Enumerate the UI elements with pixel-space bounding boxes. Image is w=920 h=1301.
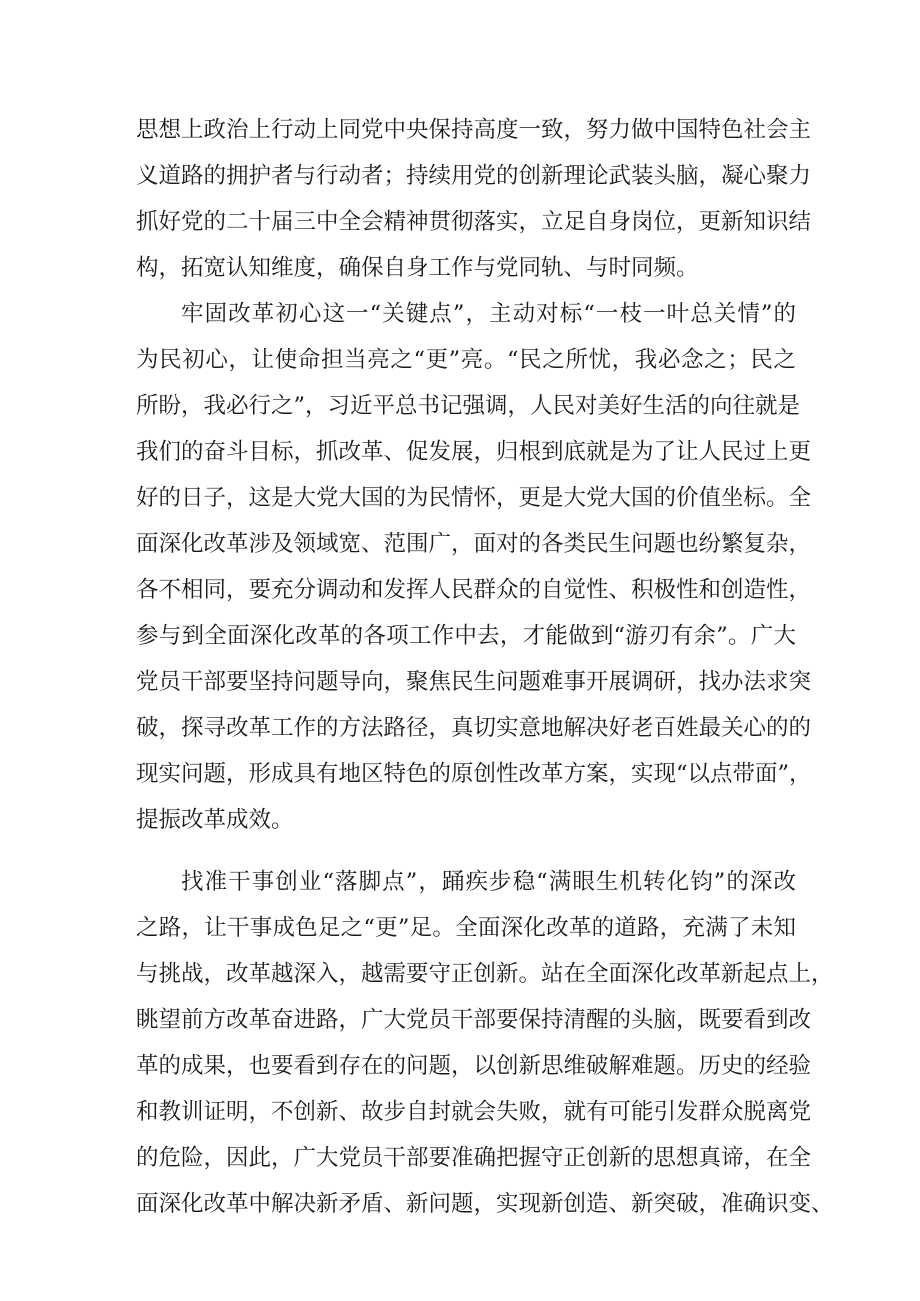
text-line: 我们的奋斗目标，抓改革、促发展，归根到底就是为了让人民过上更 <box>136 439 812 465</box>
text-line: 参与到全面深化改革的各项工作中去，才能做到“游刃有余”。广大 <box>136 623 796 649</box>
text-line: 面深化改革中解决新矛盾、新问题，实现新创造、新突破，准确识变、 <box>136 1191 834 1217</box>
text-line: 提振改革成效。 <box>136 807 294 833</box>
text-line: 找准干事创业“落脚点”，踊疾步稳“满眼生机转化钧”的深改 <box>181 869 796 895</box>
text-line: 之路，让干事成色足之“更”足。全面深化改革的道路，充满了未知 <box>136 915 796 941</box>
text-line: 革的成果，也要看到存在的问题，以创新思维破解难题。历史的经验 <box>136 1053 812 1079</box>
text-line: 为民初心，让使命担当亮之“更”亮。“民之所忧，我必念之；民之 <box>136 347 796 373</box>
text-line: 构，拓宽认知维度，确保自身工作与党同轨、与时同频。 <box>136 255 699 281</box>
text-line: 所盼，我必行之”，习近平总书记强调，人民对美好生活的向往就是 <box>136 393 801 419</box>
text-line: 和教训证明，不创新、故步自封就会失败，就有可能引发群众脱离党 <box>136 1099 812 1125</box>
text-line: 面深化改革涉及领域宽、范围广，面对的各类民生问题也纷繁复杂， <box>136 531 812 557</box>
text-line: 各不相同，要充分调动和发挥人民群众的自觉性、积极性和创造性， <box>136 577 812 603</box>
text-line: 牢固改革初心这一“关键点”，主动对标“一枝一叶总关情”的 <box>181 301 796 327</box>
text-line: 现实问题，形成具有地区特色的原创性改革方案，实现“以点带面”， <box>136 761 812 787</box>
text-line: 与挑战，改革越深入，越需要守正创新。站在全面深化改革新起点上， <box>136 961 834 987</box>
text-line: 好的日子，这是大党大国的为民情怀，更是大党大国的价值坐标。全 <box>136 485 812 511</box>
text-line: 抓好党的二十届三中全会精神贯彻落实，立足自身岗位，更新知识结 <box>136 209 812 235</box>
text-line: 眺望前方改革奋进路，广大党员干部要保持清醒的头脑，既要看到改 <box>136 1007 812 1033</box>
text-line: 党员干部要坚持问题导向，聚焦民生问题难事开展调研，找办法求突 <box>136 669 812 695</box>
text-line: 的危险，因此，广大党员干部要准确把握守正创新的思想真谛，在全 <box>136 1145 812 1171</box>
text-line: 破，探寻改革工作的方法路径，真切实意地解决好老百姓最关心的的 <box>136 715 812 741</box>
text-line: 义道路的拥护者与行动者；持续用党的创新理论武装头脑，凝心聚力 <box>136 163 812 189</box>
text-line: 思想上政治上行动上同党中央保持高度一致，努力做中国特色社会主 <box>136 117 812 143</box>
